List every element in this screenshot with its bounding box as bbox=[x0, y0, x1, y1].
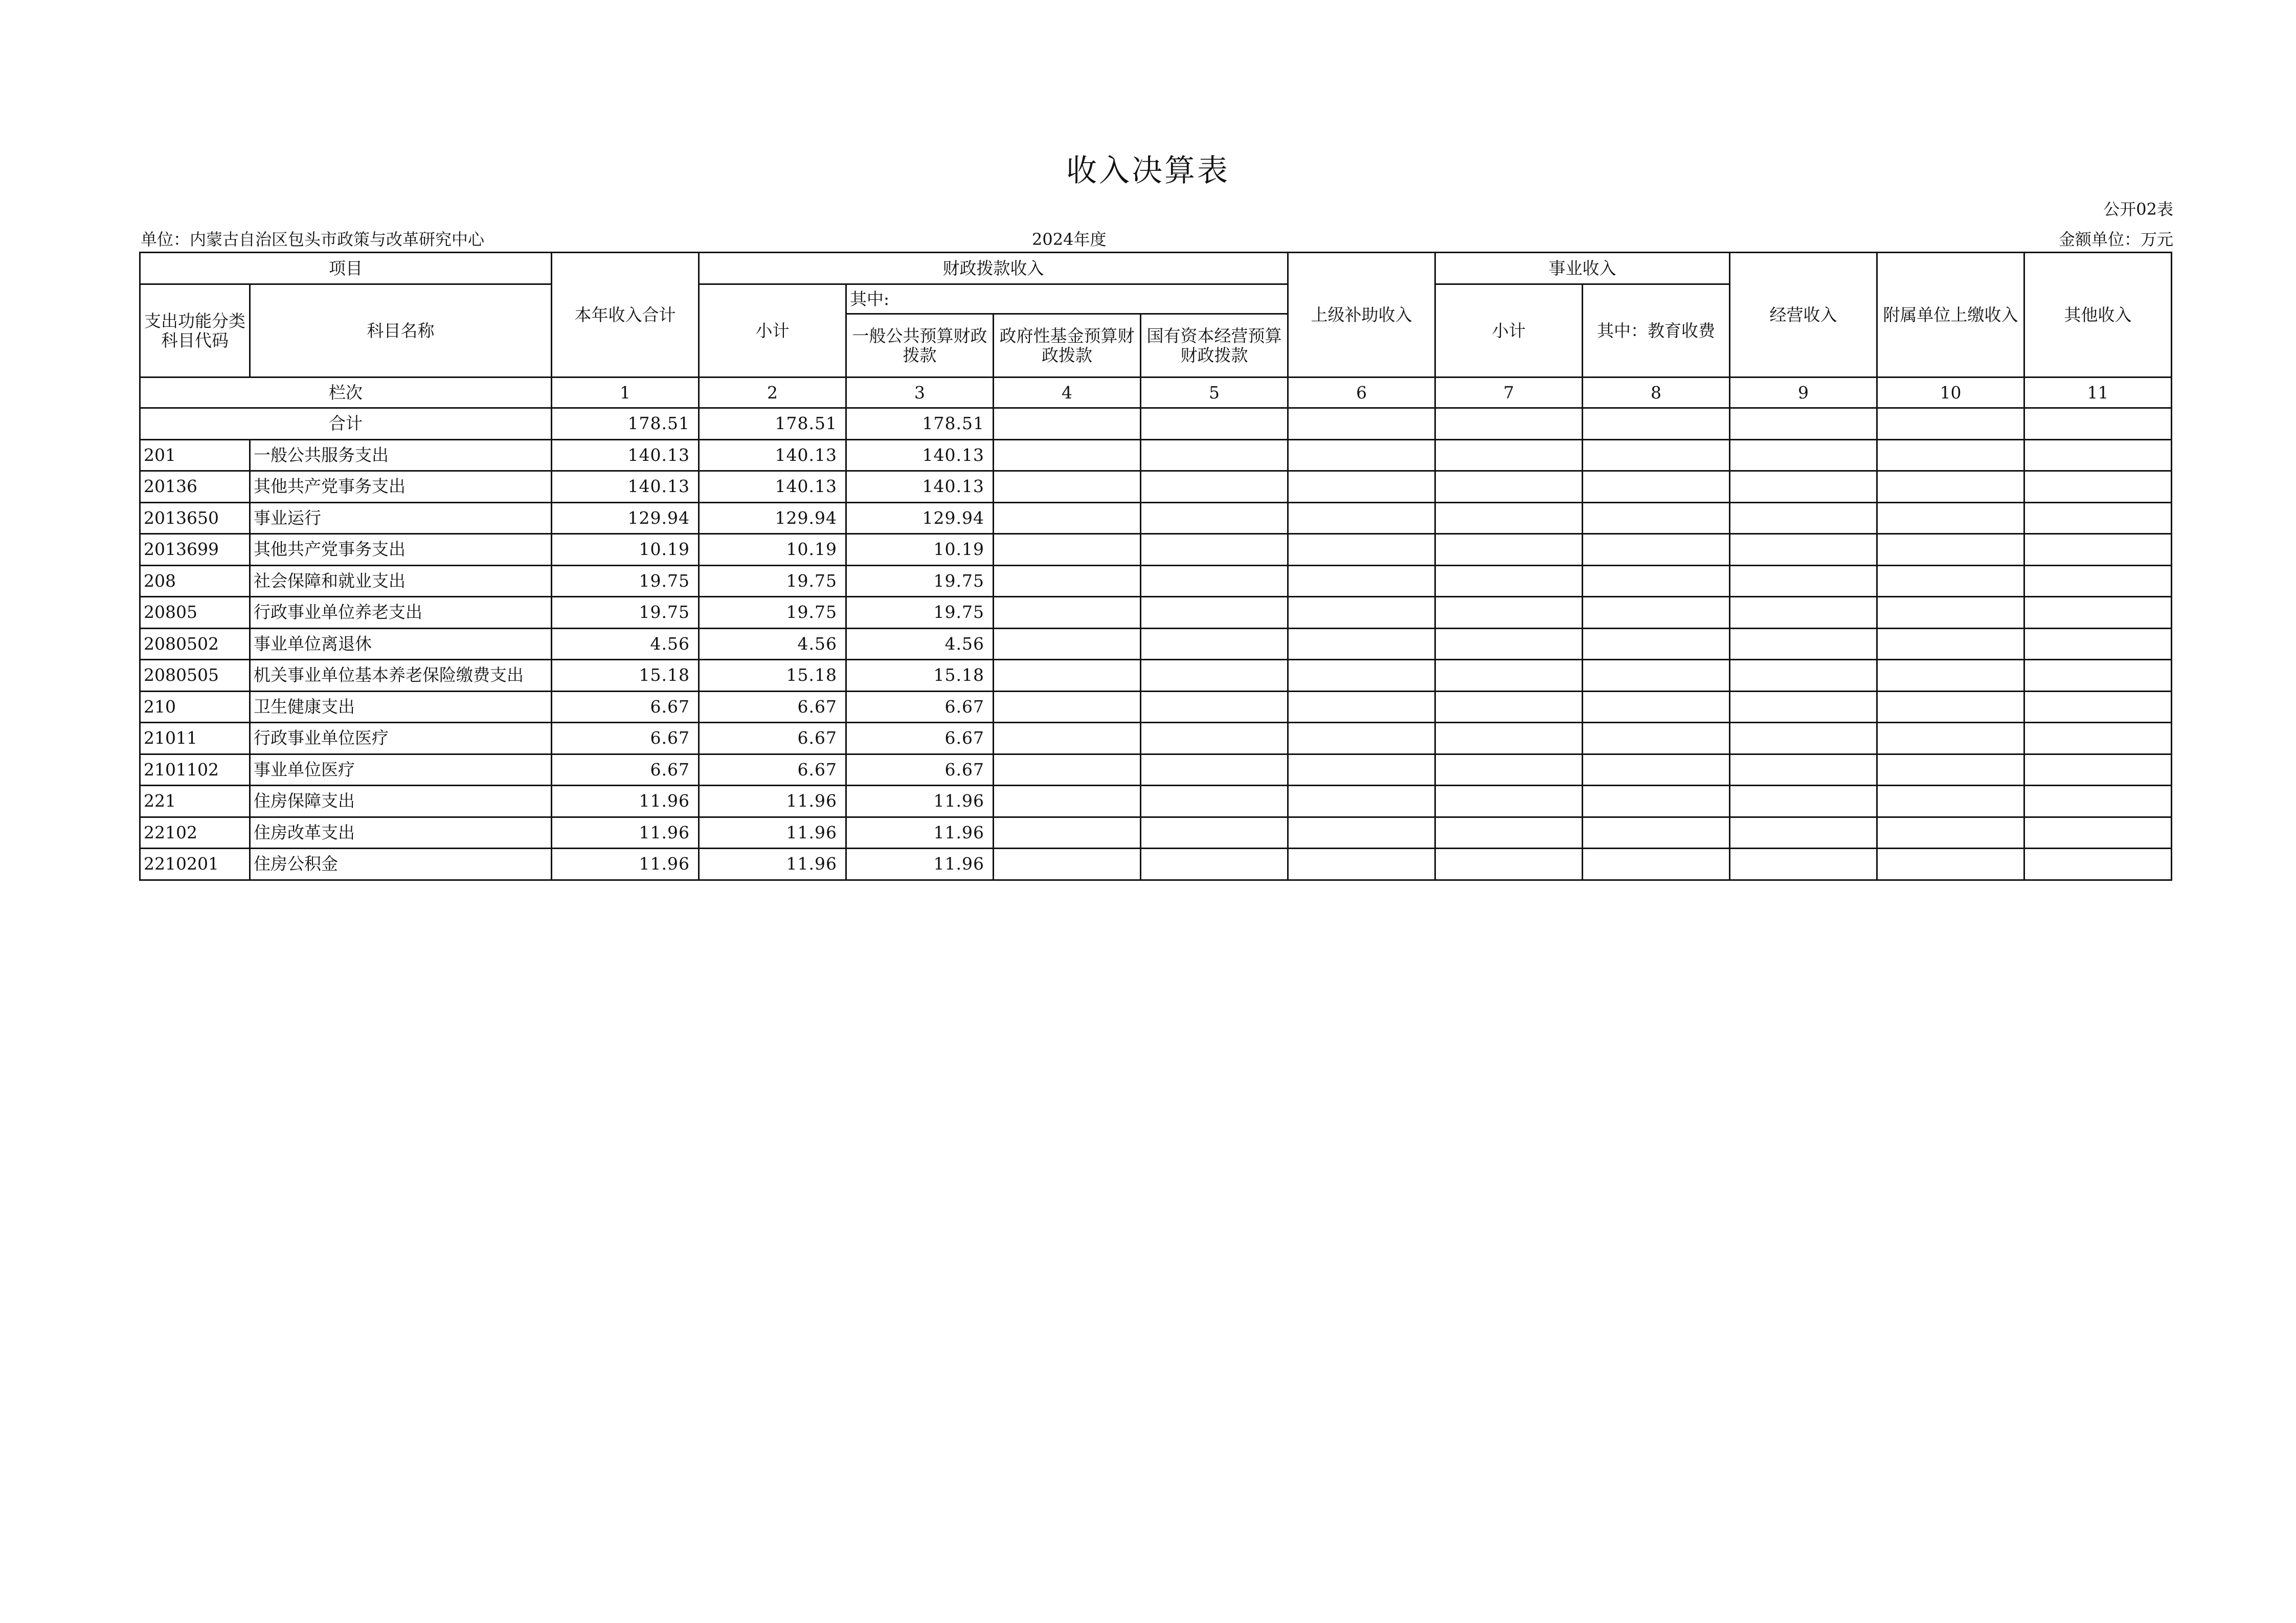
total-value-cell bbox=[1435, 408, 1583, 440]
amount-cell bbox=[2024, 439, 2172, 471]
amount-cell: 4.56 bbox=[846, 628, 994, 660]
amount-cell bbox=[1730, 628, 1877, 660]
header-total: 本年收入合计 bbox=[552, 253, 699, 377]
amount-cell bbox=[1730, 660, 1877, 692]
amount-cell bbox=[2024, 502, 2172, 534]
amount-cell bbox=[1583, 534, 1730, 566]
function-code-cell: 2013699 bbox=[140, 534, 250, 566]
amount-cell bbox=[2024, 534, 2172, 566]
table-row bbox=[140, 439, 2172, 471]
amount-cell bbox=[1877, 723, 2024, 754]
subject-name-cell: 事业单位离退休 bbox=[250, 628, 552, 660]
table-row bbox=[140, 849, 2172, 880]
amount-cell bbox=[1730, 597, 1877, 629]
column-index-cell: 7 bbox=[1435, 377, 1583, 408]
amount-cell bbox=[1583, 849, 1730, 880]
amount-cell bbox=[1288, 754, 1435, 786]
column-index-cell: 10 bbox=[1877, 377, 2024, 408]
header-affiliated: 附属单位上缴收入 bbox=[1877, 253, 2024, 377]
amount-cell: 19.75 bbox=[846, 597, 994, 629]
amount-cell bbox=[2024, 786, 2172, 817]
amount-cell bbox=[1288, 817, 1435, 849]
amount-cell: 6.67 bbox=[846, 691, 994, 723]
amount-cell bbox=[1730, 754, 1877, 786]
subject-name-cell: 其他共产党事务支出 bbox=[250, 471, 552, 503]
subject-name-cell: 住房保障支出 bbox=[250, 786, 552, 817]
header-operating-income: 经营收入 bbox=[1730, 253, 1877, 377]
amount-cell bbox=[1583, 439, 1730, 471]
amount-cell bbox=[1877, 660, 2024, 692]
amount-cell: 11.96 bbox=[552, 786, 699, 817]
amount-cell bbox=[1583, 502, 1730, 534]
function-code-cell: 21011 bbox=[140, 723, 250, 754]
header-fiscal: 财政拨款收入 bbox=[699, 253, 1288, 284]
column-index-cell: 4 bbox=[994, 377, 1141, 408]
header-business-income: 事业收入 bbox=[1435, 253, 1730, 284]
table-row bbox=[140, 628, 2172, 660]
amount-cell bbox=[1435, 502, 1583, 534]
amount-cell bbox=[994, 849, 1141, 880]
amount-cell bbox=[1730, 471, 1877, 503]
amount-cell bbox=[1583, 786, 1730, 817]
amount-cell bbox=[1288, 439, 1435, 471]
total-value-cell bbox=[994, 408, 1141, 440]
amount-cell bbox=[1877, 471, 2024, 503]
header-fiscal-subtotal: 小计 bbox=[699, 284, 846, 377]
subject-name-cell: 事业单位医疗 bbox=[250, 754, 552, 786]
amount-cell bbox=[994, 786, 1141, 817]
amount-cell bbox=[2024, 660, 2172, 692]
amount-cell bbox=[1435, 565, 1583, 597]
function-code-cell: 221 bbox=[140, 786, 250, 817]
amount-cell bbox=[1583, 754, 1730, 786]
column-index-cell: 8 bbox=[1583, 377, 1730, 408]
function-code-cell: 2101102 bbox=[140, 754, 250, 786]
amount-cell bbox=[1141, 786, 1288, 817]
income-final-accounts-table bbox=[139, 252, 2172, 881]
amount-cell: 6.67 bbox=[552, 754, 699, 786]
header-business-subtotal: 小计 bbox=[1435, 284, 1583, 377]
amount-cell bbox=[2024, 565, 2172, 597]
amount-cell: 140.13 bbox=[699, 439, 846, 471]
amount-cell: 11.96 bbox=[552, 849, 699, 880]
function-code-cell: 2013650 bbox=[140, 502, 250, 534]
amount-cell bbox=[1877, 817, 2024, 849]
amount-cell bbox=[1435, 786, 1583, 817]
amount-cell: 140.13 bbox=[699, 471, 846, 503]
amount-cell: 10.19 bbox=[699, 534, 846, 566]
header-other-income: 其他收入 bbox=[2024, 253, 2172, 377]
page-title: 收入决算表 bbox=[1066, 153, 1230, 189]
amount-cell bbox=[1141, 471, 1288, 503]
column-index-cell: 11 bbox=[2024, 377, 2172, 408]
amount-cell bbox=[1730, 786, 1877, 817]
amount-cell bbox=[1288, 628, 1435, 660]
function-code-cell: 2210201 bbox=[140, 849, 250, 880]
amount-cell: 19.75 bbox=[846, 565, 994, 597]
amount-cell: 129.94 bbox=[552, 502, 699, 534]
total-value-cell bbox=[1583, 408, 1730, 440]
amount-cell bbox=[994, 628, 1141, 660]
function-code-cell: 22102 bbox=[140, 817, 250, 849]
table-row bbox=[140, 723, 2172, 754]
amount-cell bbox=[1435, 439, 1583, 471]
total-value-cell bbox=[1730, 408, 1877, 440]
amount-cell bbox=[1435, 660, 1583, 692]
function-code-cell: 208 bbox=[140, 565, 250, 597]
amount-cell bbox=[1141, 565, 1288, 597]
amount-cell: 6.67 bbox=[846, 754, 994, 786]
total-value-cell bbox=[1877, 408, 2024, 440]
amount-cell: 6.67 bbox=[699, 723, 846, 754]
column-index-cell: 3 bbox=[846, 377, 994, 408]
column-index-cell: 6 bbox=[1288, 377, 1435, 408]
amount-cell bbox=[994, 817, 1141, 849]
table-row bbox=[140, 786, 2172, 817]
amount-cell bbox=[1435, 471, 1583, 503]
total-value-cell: 178.51 bbox=[846, 408, 994, 440]
amount-cell: 19.75 bbox=[552, 597, 699, 629]
amount-cell bbox=[1435, 628, 1583, 660]
function-code-cell: 2080502 bbox=[140, 628, 250, 660]
header-gov-fund: 政府性基金预算财政拨款 bbox=[994, 314, 1141, 377]
amount-cell bbox=[1583, 660, 1730, 692]
amount-cell bbox=[2024, 691, 2172, 723]
amount-cell bbox=[1141, 628, 1288, 660]
amount-cell bbox=[1141, 723, 1288, 754]
function-code-cell: 210 bbox=[140, 691, 250, 723]
amount-cell bbox=[1730, 849, 1877, 880]
column-index-cell: 1 bbox=[552, 377, 699, 408]
header-superior-subsidy: 上级补助收入 bbox=[1288, 253, 1435, 377]
amount-cell bbox=[1288, 597, 1435, 629]
amount-cell: 140.13 bbox=[552, 471, 699, 503]
amount-cell bbox=[994, 502, 1141, 534]
amount-cell bbox=[1583, 691, 1730, 723]
amount-cell bbox=[1877, 849, 2024, 880]
subject-name-cell: 社会保障和就业支出 bbox=[250, 565, 552, 597]
amount-cell bbox=[1141, 534, 1288, 566]
table-row bbox=[140, 471, 2172, 503]
amount-cell: 15.18 bbox=[552, 660, 699, 692]
amount-cell bbox=[1288, 660, 1435, 692]
amount-cell bbox=[1877, 628, 2024, 660]
function-code-cell: 201 bbox=[140, 439, 250, 471]
amount-cell bbox=[1730, 502, 1877, 534]
amount-cell: 4.56 bbox=[699, 628, 846, 660]
amount-cell bbox=[1877, 786, 2024, 817]
amount-cell bbox=[1435, 817, 1583, 849]
subject-name-cell: 住房改革支出 bbox=[250, 817, 552, 849]
amount-cell bbox=[1435, 691, 1583, 723]
amount-cell bbox=[1435, 754, 1583, 786]
amount-cell: 15.18 bbox=[846, 660, 994, 692]
amount-cell: 6.67 bbox=[552, 723, 699, 754]
amount-cell bbox=[1141, 817, 1288, 849]
amount-cell bbox=[1583, 817, 1730, 849]
amount-cell: 6.67 bbox=[552, 691, 699, 723]
form-number: 公开02表 bbox=[2103, 199, 2173, 219]
amount-cell bbox=[1730, 439, 1877, 471]
amount-cell bbox=[994, 660, 1141, 692]
total-label: 合计 bbox=[140, 408, 552, 440]
amount-cell bbox=[2024, 597, 2172, 629]
amount-cell bbox=[1288, 471, 1435, 503]
amount-cell bbox=[994, 534, 1141, 566]
amount-cell bbox=[1141, 502, 1288, 534]
total-value-cell bbox=[1141, 408, 1288, 440]
table-row bbox=[140, 660, 2172, 692]
amount-unit-label: 金额单位：万元 bbox=[2058, 230, 2173, 249]
table-row bbox=[140, 817, 2172, 849]
header-project: 项目 bbox=[140, 253, 552, 284]
amount-cell bbox=[2024, 849, 2172, 880]
header-state-capital: 国有资本经营预算财政拨款 bbox=[1141, 314, 1288, 377]
table-row bbox=[140, 502, 2172, 534]
amount-cell bbox=[1583, 597, 1730, 629]
amount-cell bbox=[2024, 471, 2172, 503]
amount-cell: 11.96 bbox=[552, 817, 699, 849]
amount-cell bbox=[1288, 565, 1435, 597]
amount-cell bbox=[994, 597, 1141, 629]
amount-cell bbox=[1877, 502, 2024, 534]
amount-cell bbox=[1141, 849, 1288, 880]
function-code-cell: 20136 bbox=[140, 471, 250, 503]
amount-cell bbox=[994, 565, 1141, 597]
table-row bbox=[140, 754, 2172, 786]
amount-cell bbox=[1141, 597, 1288, 629]
amount-cell: 11.96 bbox=[699, 849, 846, 880]
amount-cell bbox=[994, 723, 1141, 754]
subject-name-cell: 行政事业单位医疗 bbox=[250, 723, 552, 754]
amount-cell: 140.13 bbox=[552, 439, 699, 471]
amount-cell bbox=[2024, 723, 2172, 754]
amount-cell: 11.96 bbox=[699, 786, 846, 817]
total-value-cell: 178.51 bbox=[552, 408, 699, 440]
amount-cell bbox=[1583, 471, 1730, 503]
amount-cell bbox=[2024, 754, 2172, 786]
subject-name-cell: 事业运行 bbox=[250, 502, 552, 534]
amount-cell bbox=[1435, 597, 1583, 629]
row-label-column-index: 栏次 bbox=[140, 377, 552, 408]
amount-cell bbox=[1141, 439, 1288, 471]
column-index-cell: 9 bbox=[1730, 377, 1877, 408]
column-index-cell: 2 bbox=[699, 377, 846, 408]
amount-cell bbox=[994, 754, 1141, 786]
table-row bbox=[140, 565, 2172, 597]
amount-cell: 19.75 bbox=[552, 565, 699, 597]
total-row bbox=[140, 408, 2172, 440]
amount-cell bbox=[1288, 723, 1435, 754]
amount-cell bbox=[994, 471, 1141, 503]
year-label: 2024年度 bbox=[1032, 230, 1107, 249]
amount-cell bbox=[994, 439, 1141, 471]
header-name: 科目名称 bbox=[250, 284, 552, 377]
subject-name-cell: 一般公共服务支出 bbox=[250, 439, 552, 471]
amount-cell: 4.56 bbox=[552, 628, 699, 660]
function-code-cell: 2080505 bbox=[140, 660, 250, 692]
amount-cell bbox=[1730, 691, 1877, 723]
amount-cell: 140.13 bbox=[846, 471, 994, 503]
amount-cell bbox=[1877, 597, 2024, 629]
amount-cell: 19.75 bbox=[699, 565, 846, 597]
amount-cell: 11.96 bbox=[846, 849, 994, 880]
amount-cell bbox=[1288, 534, 1435, 566]
total-value-cell bbox=[1288, 408, 1435, 440]
amount-cell: 11.96 bbox=[699, 817, 846, 849]
amount-cell bbox=[1730, 817, 1877, 849]
amount-cell bbox=[2024, 628, 2172, 660]
amount-cell bbox=[1877, 565, 2024, 597]
amount-cell bbox=[1288, 691, 1435, 723]
amount-cell bbox=[1141, 754, 1288, 786]
amount-cell bbox=[1730, 565, 1877, 597]
header-general-budget: 一般公共预算财政拨款 bbox=[846, 314, 994, 377]
amount-cell bbox=[1877, 691, 2024, 723]
amount-cell: 140.13 bbox=[846, 439, 994, 471]
amount-cell bbox=[1435, 849, 1583, 880]
amount-cell: 15.18 bbox=[699, 660, 846, 692]
column-index-cell: 5 bbox=[1141, 377, 1288, 408]
subject-name-cell: 机关事业单位基本养老保险缴费支出 bbox=[250, 660, 552, 692]
amount-cell bbox=[1877, 439, 2024, 471]
function-code-cell: 20805 bbox=[140, 597, 250, 629]
amount-cell bbox=[1877, 534, 2024, 566]
subject-name-cell: 其他共产党事务支出 bbox=[250, 534, 552, 566]
amount-cell: 10.19 bbox=[552, 534, 699, 566]
header-of-which: 其中: bbox=[846, 284, 1288, 314]
amount-cell: 6.67 bbox=[699, 691, 846, 723]
amount-cell bbox=[1583, 628, 1730, 660]
amount-cell: 11.96 bbox=[846, 786, 994, 817]
amount-cell: 11.96 bbox=[846, 817, 994, 849]
amount-cell bbox=[1288, 786, 1435, 817]
header-code: 支出功能分类科目代码 bbox=[140, 284, 250, 377]
amount-cell bbox=[1583, 565, 1730, 597]
subject-name-cell: 住房公积金 bbox=[250, 849, 552, 880]
subject-name-cell: 行政事业单位养老支出 bbox=[250, 597, 552, 629]
amount-cell: 10.19 bbox=[846, 534, 994, 566]
amount-cell: 6.67 bbox=[846, 723, 994, 754]
total-value-cell bbox=[2024, 408, 2172, 440]
amount-cell bbox=[1288, 849, 1435, 880]
amount-cell bbox=[994, 691, 1141, 723]
amount-cell bbox=[1288, 502, 1435, 534]
amount-cell: 129.94 bbox=[699, 502, 846, 534]
total-value-cell: 178.51 bbox=[699, 408, 846, 440]
amount-cell bbox=[1730, 723, 1877, 754]
amount-cell bbox=[1877, 754, 2024, 786]
subject-name-cell: 卫生健康支出 bbox=[250, 691, 552, 723]
amount-cell: 129.94 bbox=[846, 502, 994, 534]
amount-cell bbox=[1583, 723, 1730, 754]
amount-cell bbox=[1141, 660, 1288, 692]
amount-cell: 19.75 bbox=[699, 597, 846, 629]
unit-label: 单位：内蒙古自治区包头市政策与改革研究中心 bbox=[141, 230, 485, 249]
table-row bbox=[140, 597, 2172, 629]
amount-cell bbox=[1141, 691, 1288, 723]
amount-cell bbox=[1435, 723, 1583, 754]
header-edu-fees: 其中：教育收费 bbox=[1583, 284, 1730, 377]
amount-cell bbox=[2024, 817, 2172, 849]
table-row bbox=[140, 691, 2172, 723]
amount-cell bbox=[1730, 534, 1877, 566]
table-row bbox=[140, 534, 2172, 566]
amount-cell bbox=[1435, 534, 1583, 566]
amount-cell: 6.67 bbox=[699, 754, 846, 786]
